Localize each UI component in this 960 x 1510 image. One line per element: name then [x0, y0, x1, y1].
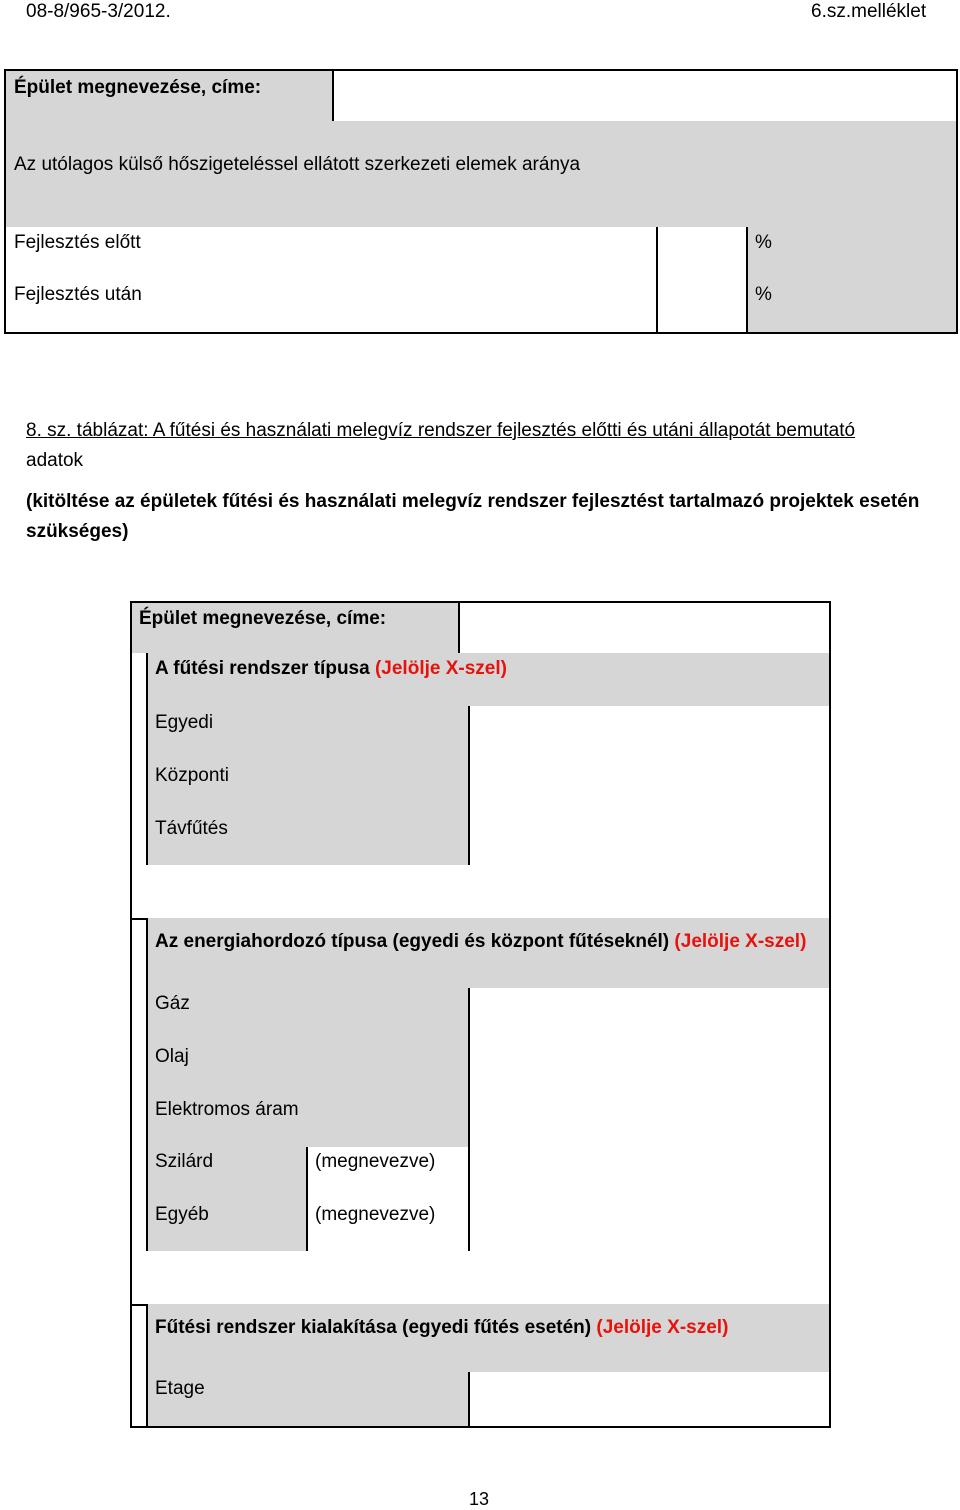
before-unit: % [755, 232, 772, 253]
energy-option-mark-field[interactable] [468, 988, 831, 1043]
energy-option-cell [146, 988, 470, 1043]
energy-option-cell [146, 1198, 308, 1253]
after-value-field[interactable] [656, 279, 748, 334]
heating-option-cell [146, 812, 470, 867]
energy-option-mark-field[interactable] [468, 1147, 831, 1200]
section-spacer-row [130, 865, 831, 920]
before-label-cell [4, 227, 658, 281]
ratio-title: Az utólagos külső hőszigeteléssel ellátott szerkezeti elemek aránya [14, 154, 581, 175]
energy-option-mark-field[interactable] [468, 1198, 831, 1253]
energy-type-header [146, 918, 831, 990]
heating-option-mark-field[interactable] [468, 759, 831, 814]
energy-option-label: Olaj [155, 1046, 189, 1067]
caption-line-2: adatok [26, 450, 84, 471]
energy-option-label: Szilárd [155, 1151, 214, 1172]
note-line-2: szükséges) [26, 521, 129, 542]
layout-type-title: Fűtési rendszer kialakítása (egyedi fűtés esetén) [155, 1317, 592, 1338]
building-label-cell [4, 69, 334, 123]
heating-option-label: Egyedi [155, 712, 214, 733]
heating-option-label: Távfűtés [155, 818, 228, 839]
section-spacer-row [130, 1251, 831, 1306]
heating-type-title: A fűtési rendszer típusa [155, 658, 370, 679]
building-label-cell-2 [130, 601, 460, 655]
caption-line-1: 8. sz. táblázat: A fűtési és használati melegvíz rendszer fejlesztés előtti és utáni állapotát bemutató [26, 420, 856, 441]
layout-option-label: Etage [155, 1378, 205, 1399]
ratio-title-cell [4, 121, 958, 229]
before-value-field[interactable] [656, 227, 748, 281]
layout-type-hint: (Jelölje X-szel) [596, 1317, 729, 1338]
energy-option-mark-field[interactable] [468, 1041, 831, 1096]
page-number: 13 [469, 1489, 490, 1509]
before-unit-cell [746, 227, 958, 281]
after-label-cell [4, 279, 658, 334]
before-label: Fejlesztés előtt [14, 232, 141, 253]
heating-option-label: Központi [155, 765, 229, 786]
energy-option-name-hint: (megnevezve) [315, 1151, 436, 1172]
building-label: Épület megnevezése, címe: [14, 77, 262, 98]
table-note [26, 487, 936, 547]
document-reference: 08-8/965-3/2012. [26, 1, 171, 22]
layout-type-header [146, 1304, 831, 1374]
heating-option-mark-field[interactable] [468, 706, 831, 761]
energy-option-label: Egyéb [155, 1204, 209, 1225]
heating-type-header [146, 653, 831, 708]
energy-type-title: Az energiahordozó típusa (egyedi és központ fűtéseknél) [155, 931, 670, 952]
after-unit-cell [746, 279, 958, 334]
insulation-ratio-table [4, 69, 958, 334]
energy-option-name-hint: (megnevezve) [315, 1204, 436, 1225]
energy-option-cell [146, 1147, 308, 1200]
layout-option-mark-field[interactable] [468, 1372, 831, 1428]
heating-system-table [130, 601, 831, 1428]
energy-option-cell [146, 1041, 470, 1096]
table-caption [26, 416, 936, 476]
energy-option-name-field[interactable] [306, 1198, 470, 1253]
heating-option-cell [146, 759, 470, 814]
after-label: Fejlesztés után [14, 284, 142, 305]
note-line-1: (kitöltése az épületek fűtési és használati melegvíz rendszer fejlesztést tartalmazó projektek esetén [26, 491, 920, 512]
heating-option-mark-field[interactable] [468, 812, 831, 867]
building-name-field-2[interactable] [458, 601, 831, 655]
annex-label: 6.sz.melléklet [811, 1, 927, 22]
energy-option-name-field[interactable] [306, 1147, 470, 1200]
heating-option-cell [146, 706, 470, 761]
after-unit: % [755, 284, 772, 305]
energy-option-cell [146, 1094, 470, 1149]
heating-type-hint: (Jelölje X-szel) [374, 658, 507, 679]
energy-type-hint: (Jelölje X-szel) [674, 931, 807, 952]
energy-option-label: Gáz [155, 993, 190, 1014]
building-name-field[interactable] [332, 69, 958, 123]
energy-option-mark-field[interactable] [468, 1094, 831, 1149]
layout-option-cell [146, 1372, 470, 1428]
building-label-2: Épület megnevezése, címe: [139, 608, 387, 629]
energy-option-label: Elektromos áram [155, 1099, 299, 1120]
